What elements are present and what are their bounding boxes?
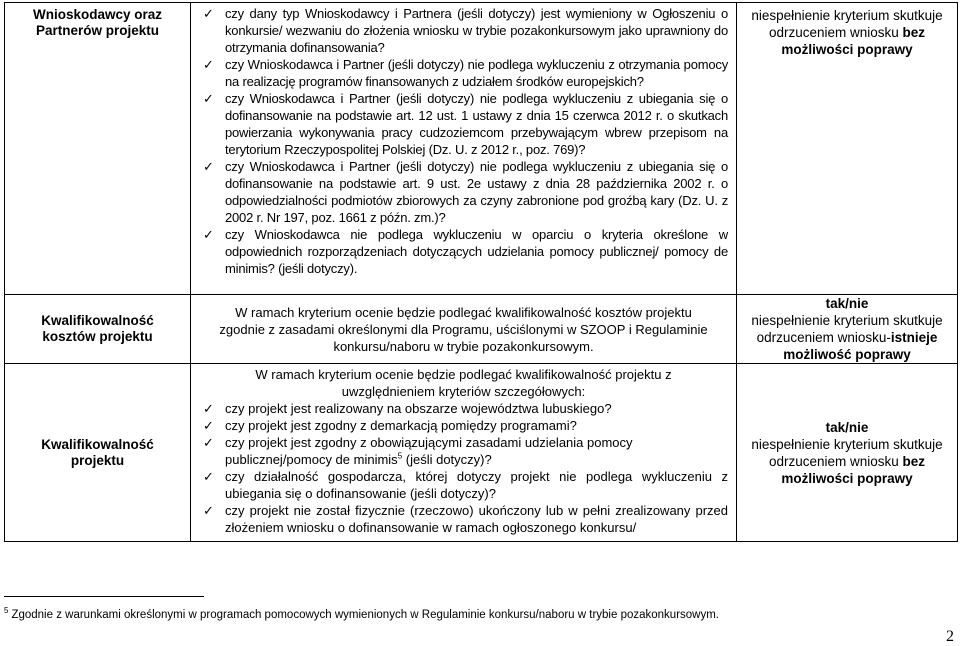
check-icon: ✓ [203,401,214,416]
criterion-name-cell [5,3,191,295]
check-icon: ✓ [203,503,214,518]
checklist-item: ✓ czy Wnioskodawca nie podlega wykluczeniu w oparciu o kryteria określone w odpowiednich rozporządzeniach dotyczących udzielania pomocy publicznej/ pomocy de minimis? (jeśli dotyczy). [203,227,728,276]
criterion-description [191,3,736,279]
criterion-intro: W ramach kryterium ocenie będzie podlegać kwalifikowalność projektu z uwzględnieniem kryteriów szczegółowych: [255,367,672,399]
criterion-result: niespełnienie kryterium skutkuje odrzuceniem wniosku bez możliwości poprawy [751,8,943,57]
criterion-result-cell [737,295,958,364]
criterion-name: Kwalifikowalność projektu [41,436,154,468]
criteria-row-cost-eligibility [5,295,958,364]
criterion-result-cell [737,3,958,295]
criterion-result: tak/nie niespełnienie kryterium skutkuje odrzuceniem wniosku-istnieje możliwość poprawy [751,296,943,362]
checklist-item: ✓ czy dany typ Wnioskodawcy i Partnera (jeśli dotyczy) jest wymieniony w Ogłoszeniu o konkursie/ wezwaniu do złożenia wniosku w trybie pozakonkursowym jako uprawniony do otrzymania dofinansowania? [203,6,728,55]
footnote-number: 5 [4,606,9,615]
check-icon: ✓ [203,227,214,242]
criteria-table [4,2,958,542]
checklist-item: ✓ czy projekt jest realizowany na obszarze województwa lubuskiego? [203,401,612,416]
checklist-item: ✓ czy Wnioskodawca i Partner (jeśli dotyczy) nie podlega wykluczeniu z ubiegania się o dofinansowanie na podstawie art. 12 ust. 1 ustawy z dnia 15 czerwca 2012 r. o skutkach powierzania wykonywania pracy cudzoziemcom przebywającym wbrew przepisom na terytorium Rzeczypospolitej Polskiej (Dz. U. z 2012 r., poz. 769)? [203,91,728,157]
criterion-name-cell [5,295,191,364]
check-icon: ✓ [203,469,214,484]
criterion-description-cell [191,295,737,364]
check-icon: ✓ [203,57,214,72]
check-icon: ✓ [203,418,214,433]
check-icon: ✓ [203,91,214,106]
footnote-ref: 5 [397,451,403,461]
criterion-result-cell [737,364,958,542]
criterion-name: Wnioskodawcy oraz Partnerów projektu [32,7,163,38]
criterion-description-cell [191,364,737,542]
criteria-row-project-eligibility [5,364,958,542]
footnote-text: Zgodnie z warunkami określonymi w programach pomocowych wymienionych w Regulaminie konkursu/naboru w trybie pozakonkursowym. [11,608,720,621]
criterion-description [191,364,736,538]
footnote [4,604,719,622]
check-icon: ✓ [203,159,214,174]
criterion-name-cell [5,364,191,542]
check-icon: ✓ [203,435,214,450]
check-icon: ✓ [203,6,214,21]
criterion-name: Kwalifikowalność kosztów projektu [41,313,154,344]
page-number: 2 [946,628,954,645]
checklist-item: ✓ czy projekt jest zgodny z obowiązującymi zasadami udzielania pomocy publicznej/pomocy de minimis$^5$ (jeśli dotyczy)? [203,435,633,467]
checklist-item: ✓ czy działalność gospodarcza, której dotyczy projekt nie podlega wykluczeniu z ubiegania się o dofinansowanie (jeśli dotyczy)? [203,469,728,501]
checklist-item: ✓ czy Wnioskodawca i Partner (jeśli dotyczy) nie podlega wykluczeniu z otrzymania pomocy na realizację programów finansowanych z udziałem środków europejskich? [203,57,728,89]
criterion-description-cell [191,3,737,295]
checklist-item: ✓ czy projekt nie został fizycznie (rzeczowo) ukończony lub w pełni zrealizowany przed złożeniem wniosku o dofinansowanie w ramach ogłoszonego konkursu/ [203,503,728,535]
criterion-result: tak/nie niespełnienie kryterium skutkuje odrzuceniem wniosku bez możliwości poprawy [751,419,943,486]
criterion-description: W ramach kryterium ocenie będzie podlegać kwalifikowalność kosztów projektu zgodnie z zasadami określonymi dla Programu, uściślonymi w SZOOP i Regulaminie konkursu/naboru w trybie pozakonkursowym. [219,304,708,354]
checklist-item: ✓ czy projekt jest zgodny z demarkacją pomiędzy programami? [203,418,577,433]
criteria-row-eligibility [5,3,958,295]
footnote-separator [4,596,204,597]
checklist-item: ✓ czy Wnioskodawca i Partner (jeśli dotyczy) nie podlega wykluczeniu z ubiegania się o dofinansowanie na podstawie art. 9 ust. 2e ustawy z dnia 28 października 2002 r. o odpowiedzialności podmiotów zbiorowych za czyny zabronione pod groźbą kary (Dz. U. z 2002 r. Nr 197, poz. 1661 z późn. zm.)? [203,159,728,225]
